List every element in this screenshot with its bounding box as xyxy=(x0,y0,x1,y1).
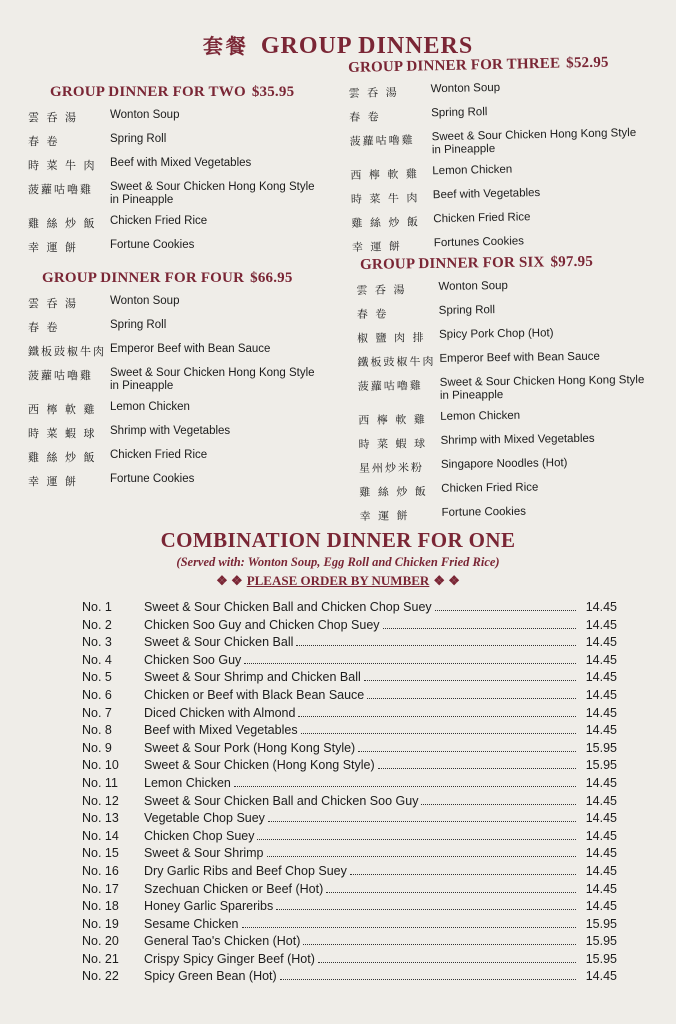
ornament-right: ❖ ❖ xyxy=(433,573,460,588)
item-price: 14.45 xyxy=(585,723,617,738)
item-english-name: Fortune Cookies xyxy=(110,473,195,485)
item-chinese-name: 幸 運 餅 xyxy=(28,475,78,488)
item-english-name: Chicken Fried Rice xyxy=(110,449,208,461)
item-english-name: Fortune Cookies xyxy=(110,239,195,251)
item-number: No. 17 xyxy=(82,881,119,896)
menu-item xyxy=(28,157,350,173)
item-name: Chicken Soo Guy and Chicken Chop Suey xyxy=(144,617,380,632)
combination-row xyxy=(82,723,617,741)
item-chinese-name: 春 卷 xyxy=(349,110,381,124)
menu-item xyxy=(28,239,350,255)
item-price: 15.95 xyxy=(585,740,617,755)
item-name: Chicken Soo Guy xyxy=(144,652,242,667)
group-heading xyxy=(50,84,350,101)
menu-item xyxy=(350,127,650,159)
leader-dots xyxy=(257,839,576,840)
item-price: 14.45 xyxy=(585,863,617,878)
item-chinese-name: 春 卷 xyxy=(28,321,60,334)
leader-dots xyxy=(421,804,576,805)
item-price: 14.45 xyxy=(585,687,617,702)
item-price: 14.45 xyxy=(585,775,617,790)
leader-dots xyxy=(358,751,576,752)
item-english-name: Chicken Fried Rice xyxy=(441,481,539,495)
item-name: Honey Garlic Spareribs xyxy=(144,899,274,914)
leader-dots xyxy=(298,716,576,717)
item-name: Sweet & Sour Chicken (Hong Kong Style) xyxy=(144,758,375,773)
combination-row xyxy=(82,688,617,706)
leader-dots xyxy=(244,663,576,664)
item-english-name: Sweet & Sour Chicken Hong Kong Style in Pineapple xyxy=(110,367,315,392)
menu-item xyxy=(28,449,342,465)
item-price: 14.45 xyxy=(585,617,617,632)
item-number: No. 11 xyxy=(82,775,118,790)
leader-dots xyxy=(367,698,576,699)
item-chinese-name: 時 菜 牛 肉 xyxy=(28,159,97,172)
item-price: 14.45 xyxy=(585,635,617,650)
item-number: No. 12 xyxy=(82,793,119,808)
item-name: Sweet & Sour Pork (Hong Kong Style) xyxy=(144,740,356,755)
leader-dots xyxy=(326,892,576,893)
item-english-name: Chicken Fried Rice xyxy=(110,215,208,227)
item-price: 14.45 xyxy=(585,705,617,720)
leader-dots xyxy=(301,733,576,734)
combination-row xyxy=(82,653,617,671)
item-english-name: Sweet & Sour Chicken Hong Kong Style in Pineapple xyxy=(439,374,645,402)
item-english-name: Wonton Soup xyxy=(438,279,508,293)
combination-row xyxy=(82,864,617,882)
item-chinese-name: 雲 呑 湯 xyxy=(348,85,399,100)
item-price: 14.45 xyxy=(585,793,617,808)
item-chinese-name: 鐵板豉椒牛肉 xyxy=(28,345,106,358)
item-price: 14.45 xyxy=(585,652,617,667)
group-heading xyxy=(360,253,660,274)
item-english-name: Chicken Fried Rice xyxy=(433,211,531,226)
group-dinner-two xyxy=(28,84,350,263)
item-number: No. 15 xyxy=(82,846,119,861)
item-number: No. 22 xyxy=(82,969,119,984)
menu-item xyxy=(28,367,342,393)
item-english-name: Lemon Chicken xyxy=(440,409,521,423)
item-number: No. 7 xyxy=(82,705,112,720)
combination-row xyxy=(82,882,617,900)
leader-dots xyxy=(435,610,576,611)
item-chinese-name: 春 卷 xyxy=(28,135,60,148)
combination-row xyxy=(82,758,617,776)
group-price: $35.95 xyxy=(251,84,295,100)
combination-row xyxy=(82,670,617,688)
menu-item xyxy=(28,109,350,125)
item-chinese-name: 時 菜 蝦 球 xyxy=(358,437,428,452)
item-number: No. 5 xyxy=(82,670,112,685)
leader-dots xyxy=(378,768,576,769)
item-name: Crispy Spicy Ginger Beef (Hot) xyxy=(144,951,315,966)
group-name: GROUP DINNER FOR FOUR xyxy=(42,270,245,286)
menu-item xyxy=(357,302,661,322)
item-price: 15.95 xyxy=(585,916,617,931)
combination-title: COMBINATION DINNER FOR ONE xyxy=(160,528,516,552)
combination-row xyxy=(82,741,617,759)
group-heading xyxy=(42,270,342,287)
combination-list xyxy=(82,600,617,987)
combination-row xyxy=(82,899,617,917)
leader-dots xyxy=(303,944,576,945)
menu-item xyxy=(28,401,342,417)
combination-row xyxy=(82,706,617,724)
item-english-name: Wonton Soup xyxy=(110,295,180,307)
item-english-name: Spicy Pork Chop (Hot) xyxy=(439,327,554,341)
item-price: 15.95 xyxy=(585,934,617,949)
menu-item xyxy=(28,133,350,149)
leader-dots xyxy=(296,645,576,646)
leader-dots xyxy=(242,927,577,928)
menu-item xyxy=(350,161,650,183)
item-chinese-name: 時 菜 蝦 球 xyxy=(28,427,97,440)
item-name: Sweet & Sour Shrimp xyxy=(144,846,264,861)
menu-item xyxy=(28,425,342,441)
combination-row xyxy=(82,934,617,952)
menu-item xyxy=(28,319,342,335)
combination-row xyxy=(82,829,617,847)
item-english-name: Lemon Chicken xyxy=(110,401,190,413)
group-name: GROUP DINNER FOR SIX xyxy=(360,254,545,273)
item-number: No. 20 xyxy=(82,934,119,949)
item-chinese-name: 星州炒米粉 xyxy=(358,461,425,476)
leader-dots xyxy=(350,874,576,875)
combination-row xyxy=(82,811,617,829)
item-number: No. 3 xyxy=(82,635,112,650)
menu-item xyxy=(359,456,663,476)
item-number: No. 16 xyxy=(82,863,119,878)
item-english-name: Spring Roll xyxy=(431,106,488,120)
item-english-name: Spring Roll xyxy=(438,304,496,317)
item-english-name: Emperor Beef with Bean Sauce xyxy=(439,350,600,365)
item-name: Dry Garlic Ribs and Beef Chop Suey xyxy=(144,863,347,878)
leader-dots xyxy=(276,909,576,910)
combination-row xyxy=(82,969,617,987)
menu-item xyxy=(28,181,350,207)
item-chinese-name: 雲 呑 湯 xyxy=(356,283,407,298)
item-english-name: Sweet & Sour Chicken Hong Kong Style in Pineapple xyxy=(110,181,315,206)
menu-item xyxy=(356,278,660,298)
item-chinese-name: 雲 呑 湯 xyxy=(28,297,78,310)
item-name: Spicy Green Bean (Hot) xyxy=(144,969,277,984)
item-name: Sesame Chicken xyxy=(144,916,239,931)
menu-item xyxy=(349,79,649,101)
page-title-chinese: 套餐 xyxy=(202,36,249,58)
item-number: No. 1 xyxy=(82,600,112,614)
item-chinese-name: 菠蘿咕嚕雞 xyxy=(349,133,415,148)
group-price: $66.95 xyxy=(250,270,293,286)
leader-dots xyxy=(280,979,576,980)
item-number: No. 9 xyxy=(82,740,112,755)
item-number: No. 18 xyxy=(82,899,119,914)
combination-row xyxy=(82,600,617,618)
item-chinese-name: 鐵板豉椒牛肉 xyxy=(357,354,436,370)
menu-item xyxy=(358,432,662,452)
item-price: 14.45 xyxy=(585,828,617,843)
combination-row xyxy=(82,917,617,935)
item-chinese-name: 椒 鹽 肉 排 xyxy=(357,331,426,346)
leader-dots xyxy=(364,680,576,681)
item-number: No. 4 xyxy=(82,652,112,667)
menu-item xyxy=(357,350,661,370)
item-english-name: Lemon Chicken xyxy=(432,163,513,178)
group-dinner-six xyxy=(356,253,664,532)
menu-item xyxy=(28,215,350,231)
order-instruction xyxy=(0,573,676,589)
item-number: No. 6 xyxy=(82,687,112,702)
item-price: 14.45 xyxy=(585,670,617,685)
menu-item xyxy=(349,103,649,125)
group-price: $97.95 xyxy=(550,253,594,271)
group-price: $52.95 xyxy=(566,54,609,72)
item-name: Sweet & Sour Chicken Ball and Chicken Soo Guy xyxy=(144,793,419,808)
item-number: No. 19 xyxy=(82,916,119,931)
item-name: Diced Chicken with Almond xyxy=(144,705,296,720)
menu-item xyxy=(351,209,651,231)
group-dinner-three xyxy=(348,54,652,263)
item-chinese-name: 菠蘿咕嚕雞 xyxy=(357,379,423,394)
menu-item xyxy=(358,374,662,404)
item-chinese-name: 雞 絲 炒 飯 xyxy=(28,217,97,230)
menu-item xyxy=(357,326,661,346)
item-chinese-name: 菠蘿咕嚕雞 xyxy=(28,183,93,196)
item-name: General Tao's Chicken (Hot) xyxy=(144,934,301,949)
item-english-name: Spring Roll xyxy=(110,319,167,331)
item-price: 15.95 xyxy=(585,758,617,773)
menu-item xyxy=(351,185,651,207)
item-price: 14.45 xyxy=(585,969,617,984)
item-english-name: Emperor Beef with Bean Sauce xyxy=(110,343,271,355)
item-english-name: Spring Roll xyxy=(110,133,167,145)
page-title-english: GROUP DINNERS xyxy=(260,33,474,59)
item-english-name: Fortune Cookies xyxy=(441,505,527,519)
combination-row xyxy=(82,952,617,970)
item-price: 14.45 xyxy=(585,881,617,896)
leader-dots xyxy=(383,628,576,629)
item-chinese-name: 雞 絲 炒 飯 xyxy=(359,485,428,500)
item-chinese-name: 西 檸 軟 雞 xyxy=(358,413,427,428)
combination-row xyxy=(82,794,617,812)
menu-item xyxy=(28,473,342,489)
order-label: PLEASE ORDER BY NUMBER xyxy=(246,573,430,588)
item-name: Szechuan Chicken or Beef (Hot) xyxy=(144,881,324,896)
combination-row xyxy=(82,618,617,636)
combination-row xyxy=(82,776,617,794)
item-name: Beef with Mixed Vegetables xyxy=(144,723,298,738)
item-price: 15.95 xyxy=(585,951,617,966)
item-chinese-name: 雞 絲 炒 飯 xyxy=(351,215,421,230)
item-english-name: Wonton Soup xyxy=(110,109,180,121)
item-number: No. 14 xyxy=(82,828,119,843)
item-name: Vegetable Chop Suey xyxy=(144,811,265,826)
item-chinese-name: 西 檸 軟 雞 xyxy=(28,403,97,416)
item-name: Chicken or Beef with Black Bean Sauce xyxy=(144,687,365,702)
item-chinese-name: 時 菜 牛 肉 xyxy=(350,191,420,206)
item-english-name: Beef with Mixed Vegetables xyxy=(110,157,252,169)
item-chinese-name: 幸 運 餅 xyxy=(351,239,403,254)
item-english-name: Beef with Vegetables xyxy=(432,187,541,202)
item-english-name: Wonton Soup xyxy=(430,81,501,96)
item-english-name: Fortunes Cookies xyxy=(433,235,525,250)
group-dinner-four xyxy=(28,270,342,497)
item-chinese-name: 幸 運 餅 xyxy=(359,509,410,524)
item-name: Lemon Chicken xyxy=(144,775,231,790)
item-chinese-name: 菠蘿咕嚕雞 xyxy=(28,369,93,382)
item-price: 14.45 xyxy=(585,600,617,614)
item-chinese-name: 雞 絲 炒 飯 xyxy=(28,451,97,464)
item-price: 14.45 xyxy=(585,811,617,826)
menu-item xyxy=(28,295,342,311)
menu-item xyxy=(359,480,663,500)
item-chinese-name: 幸 運 餅 xyxy=(28,241,78,254)
item-name: Sweet & Sour Chicken Ball and Chicken Chop Suey xyxy=(144,600,432,614)
combination-subtitle: (Served with: Wonton Soup, Egg Roll and Chicken Fried Rice) xyxy=(176,555,500,569)
item-number: No. 2 xyxy=(82,617,112,632)
menu-item xyxy=(352,233,652,255)
item-english-name: Shrimp with Mixed Vegetables xyxy=(440,432,595,447)
combination-row xyxy=(82,635,617,653)
leader-dots xyxy=(268,821,576,822)
leader-dots xyxy=(267,856,577,857)
leader-dots xyxy=(234,786,576,787)
combination-row xyxy=(82,846,617,864)
group-name: GROUP DINNER FOR THREE xyxy=(348,55,561,76)
item-chinese-name: 春 卷 xyxy=(356,307,389,322)
item-number: No. 13 xyxy=(82,811,119,826)
ornament-left: ❖ ❖ xyxy=(216,573,243,588)
item-name: Sweet & Sour Chicken Ball xyxy=(144,635,294,650)
item-chinese-name: 西 檸 軟 雞 xyxy=(350,167,420,182)
item-name: Chicken Chop Suey xyxy=(144,828,255,843)
menu-item xyxy=(358,408,662,428)
leader-dots xyxy=(318,962,576,963)
item-name: Sweet & Sour Shrimp and Chicken Ball xyxy=(144,670,361,685)
item-price: 14.45 xyxy=(585,846,617,861)
combination-header xyxy=(0,528,676,589)
item-english-name: Shrimp with Vegetables xyxy=(110,425,231,437)
item-number: No. 10 xyxy=(82,758,119,773)
item-english-name: Sweet & Sour Chicken Hong Kong Style in Pineapple xyxy=(431,126,637,157)
item-price: 14.45 xyxy=(585,899,617,914)
menu-item xyxy=(28,343,342,359)
item-number: No. 8 xyxy=(82,723,112,738)
item-number: No. 21 xyxy=(82,951,119,966)
item-chinese-name: 雲 呑 湯 xyxy=(28,111,78,124)
item-english-name: Singapore Noodles (Hot) xyxy=(440,457,568,471)
group-name: GROUP DINNER FOR TWO xyxy=(50,84,246,100)
menu-item xyxy=(360,504,664,524)
